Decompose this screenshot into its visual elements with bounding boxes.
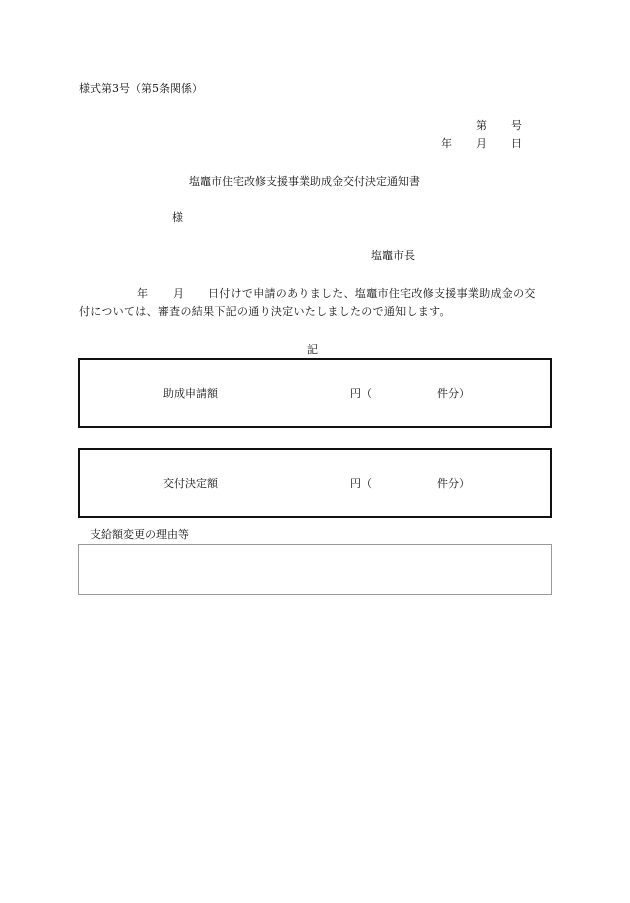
addressee-suffix: 様 xyxy=(172,211,183,224)
row-yen: 円（ xyxy=(350,387,372,400)
row-count: 件分） xyxy=(437,477,470,490)
document-title: 塩竈市住宅改修支援事業助成金交付決定通知書 xyxy=(189,175,420,188)
body-line2: 付については、審査の結果下記の通り決定いたしましたので通知します。 xyxy=(79,305,451,318)
body-line1: 日付けで申請のありました、塩竈市住宅改修支援事業助成金の交 xyxy=(208,287,536,300)
date-day: 日 xyxy=(511,137,522,150)
row-label: 交付決定額 xyxy=(163,477,218,490)
row-yen: 円（ xyxy=(350,477,372,490)
decision-amount-box xyxy=(78,448,552,518)
reason-box xyxy=(78,544,552,595)
date-year: 年 xyxy=(441,137,452,150)
form-label: 様式第3号（第5条関係） xyxy=(79,82,203,95)
number-go: 号 xyxy=(511,119,522,132)
row-count: 件分） xyxy=(437,387,470,400)
date-month: 月 xyxy=(476,137,487,150)
body-year: 年 xyxy=(137,287,148,300)
body-month: 月 xyxy=(173,287,184,300)
application-amount-box xyxy=(78,358,552,428)
issuer: 塩竈市長 xyxy=(371,249,415,262)
ki-heading: 記 xyxy=(307,343,318,356)
reason-label: 支給額変更の理由等 xyxy=(90,528,189,541)
row-label: 助成申請額 xyxy=(163,387,218,400)
number-dai: 第 xyxy=(476,119,487,132)
